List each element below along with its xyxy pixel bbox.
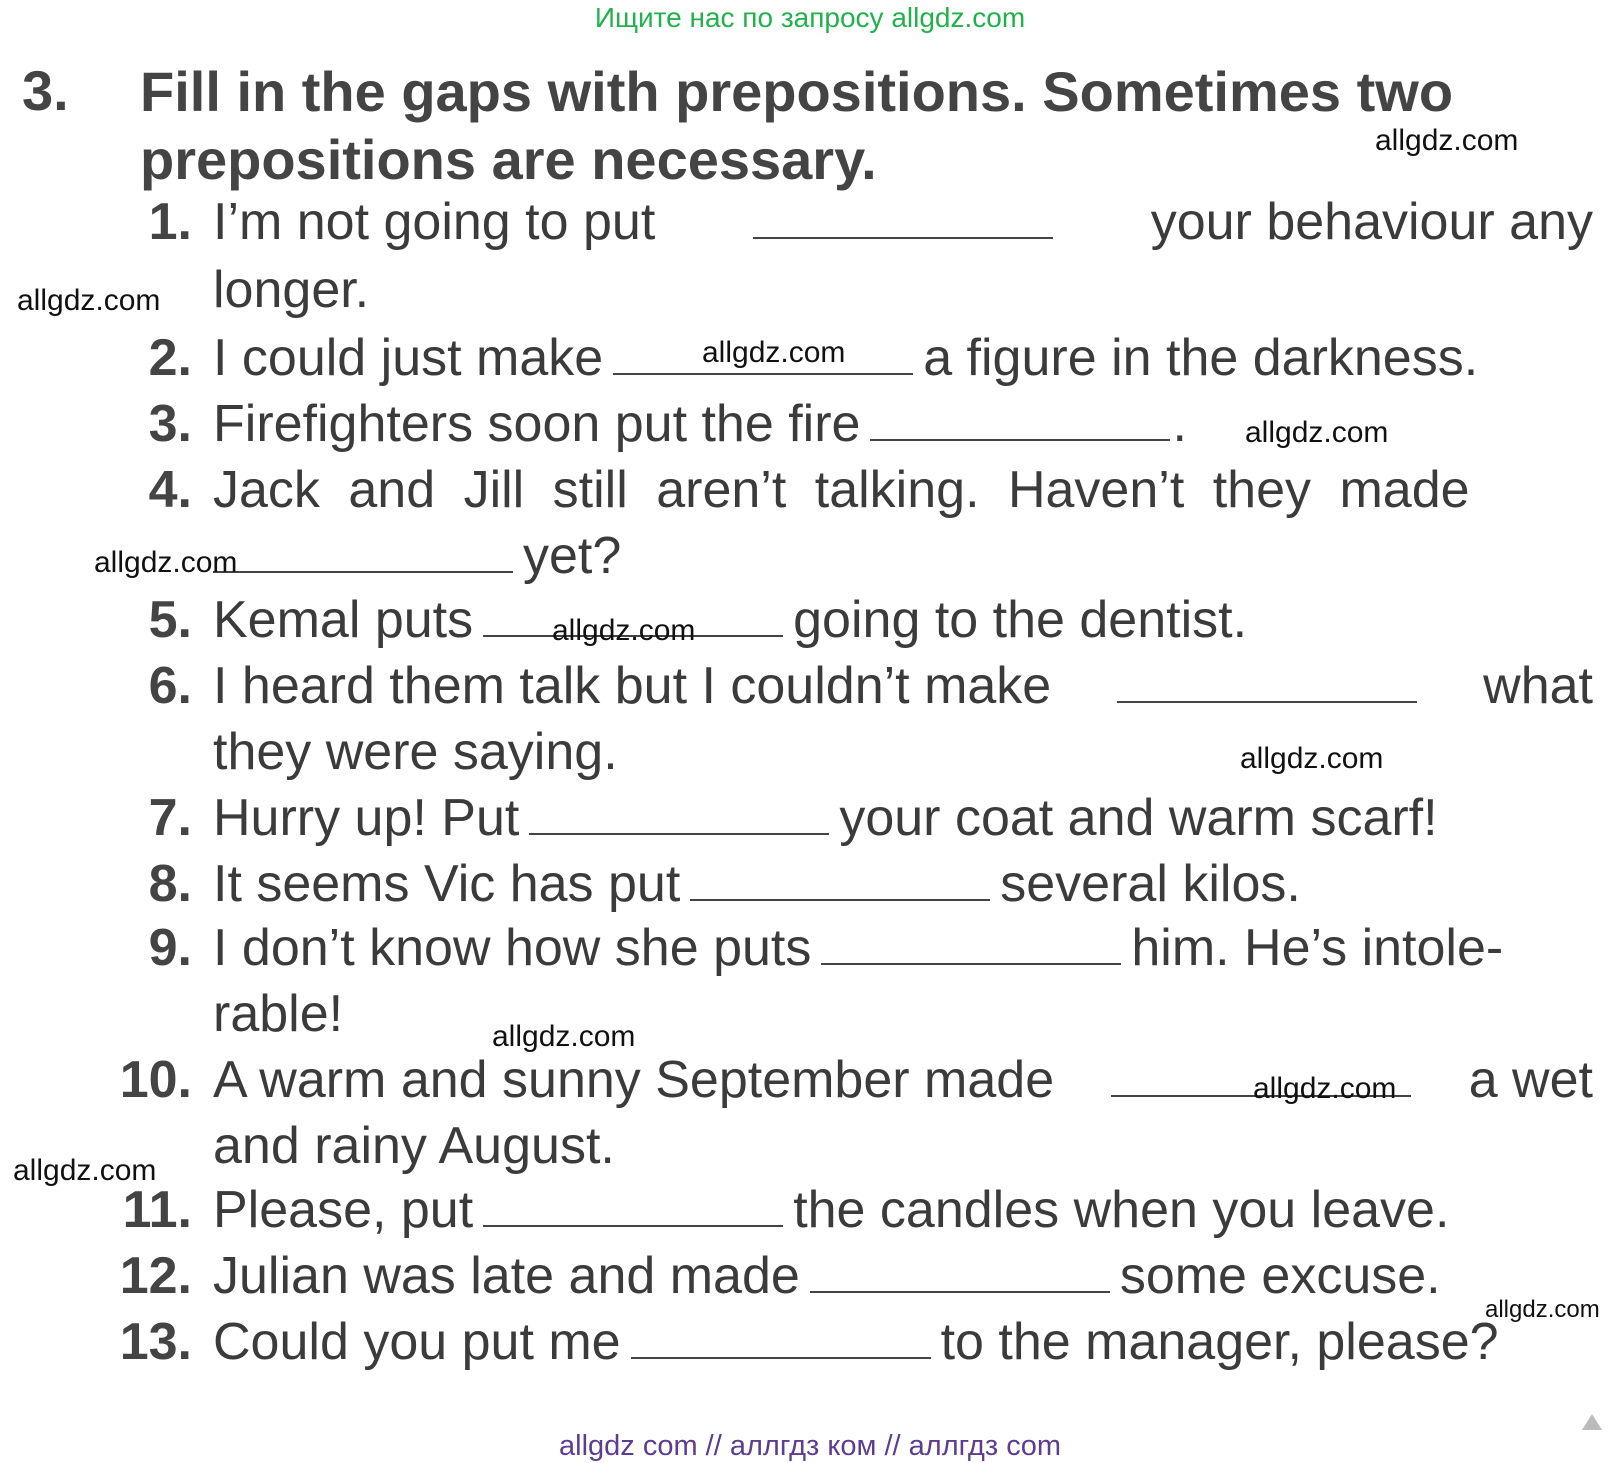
watermark: allgdz.com [1240, 742, 1384, 775]
text-after-gap: several kilos. [1000, 855, 1301, 913]
text-after-gap: a wet [1468, 1051, 1593, 1109]
task-title: Fill in the gaps with prepositions. Sometimes two prepositions are necessary. [140, 60, 1454, 191]
answer-gap[interactable] [870, 399, 1170, 441]
task-number: 3. [22, 59, 69, 122]
watermark: allgdz.com [17, 284, 161, 317]
answer-gap[interactable] [213, 531, 513, 573]
answer-gap[interactable] [690, 859, 990, 901]
item-number: 5. [148, 591, 192, 649]
item-text-continued: longer. [213, 261, 370, 319]
text-before-gap: A warm and sunny September made [213, 1051, 1055, 1109]
text-after-gap: him. He’s intole- [1131, 919, 1504, 977]
text-after-gap: your behaviour any [1150, 193, 1593, 251]
item-text [213, 1176, 1449, 1244]
text-after-gap: a figure in the darkness. [923, 329, 1479, 387]
text-before-gap: Kemal puts [213, 591, 474, 649]
item-number: 8. [148, 855, 192, 913]
text-before-gap: I heard them talk but I couldn’t make [213, 657, 1052, 715]
watermark: allgdz.com [1375, 124, 1519, 157]
text-before-gap: Firefighters soon put the fire [213, 395, 861, 453]
item-number: 6. [148, 657, 192, 715]
item-text [213, 1242, 1441, 1310]
item-text [213, 914, 1503, 982]
text-after-gap: your coat and warm scarf! [839, 789, 1438, 847]
text-after-gap: yet? [523, 527, 622, 585]
scroll-up-triangle-icon[interactable] [1582, 1414, 1602, 1430]
item-text-continued: and rainy August. [213, 1117, 615, 1175]
bottom-banner: allgdz com // аллгдз ком // аллгдз com [559, 1430, 1061, 1462]
item-number: 7. [148, 789, 192, 847]
item-text [213, 652, 1593, 720]
text-after-gap: what [1483, 657, 1593, 715]
item-number: 2. [148, 329, 192, 387]
watermark: allgdz.com [552, 614, 696, 647]
text-before-gap: Jack and Jill still aren’t talking. Haven’t they made [213, 461, 1470, 519]
item-text-continued [213, 522, 621, 590]
text-before-gap: Julian was late and made [213, 1247, 800, 1305]
watermark: allgdz.com [13, 1154, 157, 1187]
item-text [213, 390, 1187, 458]
item-number: 13. [119, 1313, 192, 1371]
answer-gap[interactable] [483, 1185, 783, 1227]
text-after-gap: some excuse. [1119, 1247, 1441, 1305]
item-text-continued: they were saying. [213, 723, 618, 781]
item-text-continued: rable! [213, 985, 344, 1043]
item-number: 1. [148, 193, 192, 251]
text-after-gap: going to the dentist. [793, 591, 1248, 649]
text-before-gap: Hurry up! Put [213, 789, 520, 847]
text-after-gap: . [1172, 395, 1187, 453]
item-text [213, 586, 1247, 654]
answer-gap[interactable] [810, 1251, 1110, 1293]
text-before-gap: I’m not going to put [213, 193, 656, 251]
item-number: 11. [122, 1181, 192, 1239]
watermark: allgdz.com [1253, 1072, 1397, 1105]
text-before-gap: Could you put me [213, 1313, 621, 1371]
item-text [213, 188, 1593, 256]
item-number: 9. [148, 919, 192, 977]
answer-gap[interactable] [753, 197, 1053, 239]
answer-gap[interactable] [821, 923, 1121, 965]
answer-gap[interactable] [631, 1317, 931, 1359]
item-number: 4. [148, 461, 192, 519]
text-after-gap: the candles when you leave. [793, 1181, 1450, 1239]
answer-gap[interactable] [1117, 661, 1417, 703]
item-text [213, 1308, 1499, 1376]
item-number: 3. [148, 395, 192, 453]
item-text [213, 456, 1593, 524]
text-after-gap: to the manager, please? [940, 1313, 1499, 1371]
watermark: allgdz.com [94, 546, 238, 579]
item-number: 10. [119, 1051, 192, 1109]
watermark: allgdz.com [492, 1020, 636, 1053]
text-before-gap: I could just make [213, 329, 604, 387]
watermark: allgdz.com [1245, 416, 1389, 449]
watermark: allgdz.com [702, 336, 846, 369]
watermark: allgdz.com [1485, 1296, 1600, 1323]
item-text [213, 784, 1438, 852]
text-before-gap: Please, put [213, 1181, 474, 1239]
text-before-gap: I don’t know how she puts [213, 919, 812, 977]
top-banner: Ищите нас по запросу allgdz.com [594, 2, 1026, 33]
text-before-gap: It seems Vic has put [213, 855, 681, 913]
item-number: 12. [119, 1247, 192, 1305]
item-text [213, 324, 1478, 392]
answer-gap[interactable] [529, 793, 829, 835]
item-text [213, 850, 1301, 918]
